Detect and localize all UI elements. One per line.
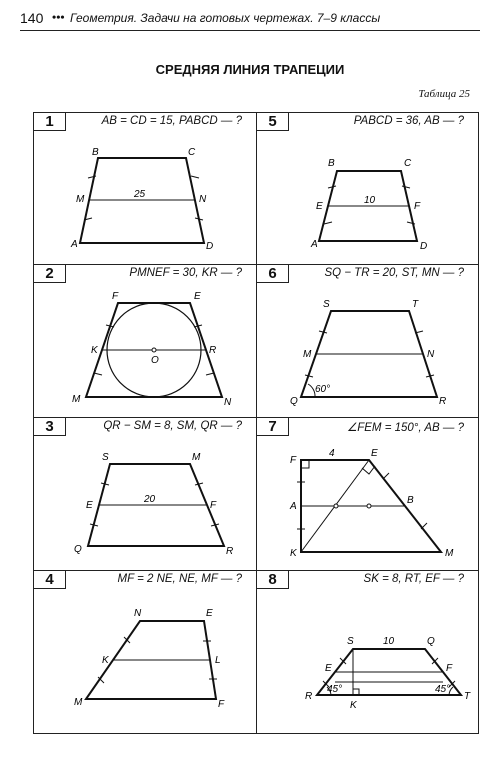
label-F: F	[218, 699, 225, 710]
label-midline: 25	[134, 189, 146, 200]
problem-number: 6	[257, 265, 289, 283]
problem-task: ∠FEM = 150°, AB — ?	[346, 422, 464, 434]
label-S: S	[347, 636, 354, 647]
label-Q: Q	[74, 544, 82, 555]
label-S: S	[102, 452, 109, 463]
label-E: E	[86, 500, 93, 511]
trapezoid-figure	[34, 265, 258, 419]
label-F: F	[112, 291, 119, 302]
page-number: 140	[20, 10, 44, 26]
label-top: 4	[329, 448, 335, 459]
label-N: N	[427, 349, 435, 360]
label-B: B	[92, 147, 99, 158]
label-L: L	[215, 655, 221, 666]
header-rule	[20, 30, 480, 31]
problem-cell-1	[33, 112, 257, 265]
problem-number: 3	[34, 418, 66, 436]
label-E: E	[316, 201, 323, 212]
problem-cell-8	[256, 570, 479, 734]
label-M: M	[192, 452, 201, 463]
trapezoid-figure	[257, 418, 480, 572]
label-F: F	[414, 201, 421, 212]
problem-number: 1	[34, 113, 66, 131]
label-M: M	[74, 697, 83, 708]
label-K: K	[350, 700, 357, 711]
problem-number: 4	[34, 571, 66, 589]
label-N: N	[224, 397, 232, 408]
label-F: F	[446, 663, 453, 674]
label-B: B	[328, 158, 335, 169]
bullet-mark: •••	[52, 10, 65, 24]
label-angle-right: 45°	[435, 684, 451, 695]
book-title: Геометрия. Задачи на готовых чертежах. 7–9 классы	[70, 11, 381, 25]
problem-number: 5	[257, 113, 289, 131]
label-K: K	[102, 655, 109, 666]
label-C: C	[188, 147, 196, 158]
label-N: N	[199, 194, 207, 205]
problem-task: MF = 2 NE, NE, MF — ?	[117, 573, 242, 585]
label-M: M	[76, 194, 85, 205]
trapezoid-figure	[257, 265, 480, 419]
trapezoid-figure	[34, 418, 258, 572]
problem-number: 8	[257, 571, 289, 589]
label-Q: Q	[290, 396, 298, 407]
label-D: D	[420, 241, 428, 252]
label-M: M	[72, 394, 81, 405]
label-N: N	[134, 608, 142, 619]
trapezoid-figure	[257, 571, 480, 735]
label-M: M	[445, 548, 454, 559]
label-R: R	[305, 691, 313, 702]
problem-number: 2	[34, 265, 66, 283]
problem-cell-5	[256, 112, 479, 265]
label-K: K	[290, 548, 297, 559]
problem-cell-7	[256, 417, 479, 571]
problem-cell-6	[256, 264, 479, 418]
problem-task: QR − SM = 8, SM, QR — ?	[103, 420, 242, 432]
label-D: D	[206, 241, 214, 252]
label-A: A	[71, 239, 78, 250]
trapezoid-figure	[257, 113, 480, 266]
label-R: R	[209, 345, 217, 356]
problem-cell-4	[33, 570, 257, 734]
label-E: E	[194, 291, 201, 302]
page-header	[20, 8, 480, 30]
trapezoid-figure	[34, 571, 258, 735]
label-E: E	[206, 608, 213, 619]
label-T: T	[464, 691, 471, 702]
label-C: C	[404, 158, 412, 169]
problem-task: PABCD = 36, AB — ?	[353, 115, 464, 127]
label-R: R	[439, 396, 447, 407]
label-F: F	[290, 455, 297, 466]
page-title: СРЕДНЯЯ ЛИНИЯ ТРАПЕЦИИ	[155, 62, 345, 77]
label-angle: 60°	[315, 384, 331, 395]
label-K: K	[91, 345, 98, 356]
problem-task: AB = CD = 15, PABCD — ?	[101, 115, 242, 127]
label-midline: 20	[144, 494, 156, 505]
problem-task: PMNEF = 30, KR — ?	[129, 267, 242, 279]
label-S: S	[323, 299, 330, 310]
label-M: M	[303, 349, 312, 360]
label-A: A	[290, 501, 297, 512]
label-E: E	[325, 663, 332, 674]
label-F: F	[210, 500, 217, 511]
label-A: A	[311, 239, 318, 250]
label-T: T	[412, 299, 419, 310]
trapezoid-figure	[34, 113, 258, 266]
label-E: E	[371, 448, 378, 459]
label-Q: Q	[427, 636, 435, 647]
problem-task: SQ − TR = 20, ST, MN — ?	[324, 267, 464, 279]
problem-number: 7	[257, 418, 289, 436]
problem-cell-2	[33, 264, 257, 418]
problem-task: SK = 8, RT, EF — ?	[363, 573, 464, 585]
label-R: R	[226, 546, 234, 557]
label-midline: 10	[364, 195, 376, 206]
label-O: O	[151, 355, 159, 366]
table-note: Таблица 25	[418, 88, 470, 100]
label-B: B	[407, 495, 414, 506]
label-angle-left: 45°	[327, 684, 343, 695]
problem-cell-3	[33, 417, 257, 571]
label-top: 10	[383, 636, 395, 647]
problem-grid	[33, 112, 479, 734]
